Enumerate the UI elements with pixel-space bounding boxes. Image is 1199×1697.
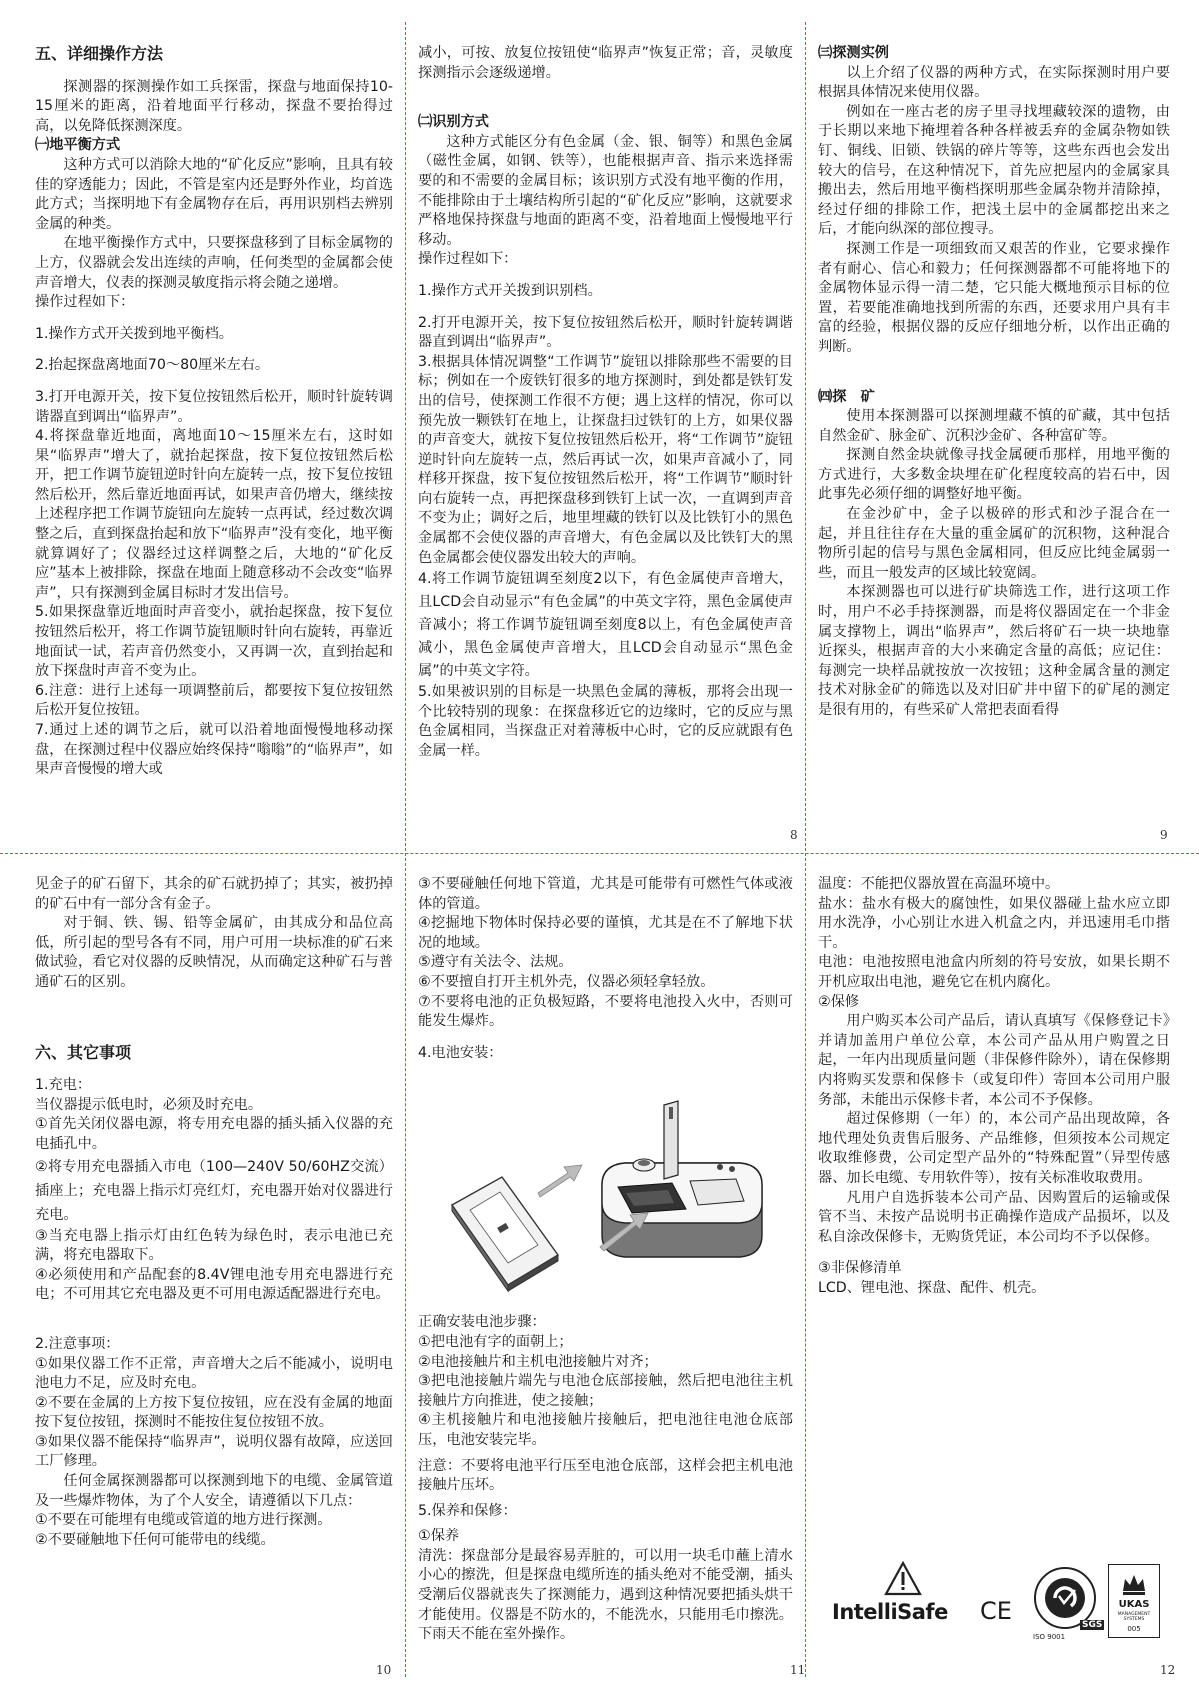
paragraph: 探测工作是一项细致而又艰苦的作业，它要求操作者有耐心、信心和毅力；任何探测器都不可能将地下的金属物体显示得一清二楚，它只能大概地预示目标的位置，若要能准确地找到所需的东西，还要求用户具有丰富的经验，根据仪器的反应仔细地分析，以作出正确的判断。 <box>818 240 1170 355</box>
list-item: ⑥不要擅自打开主机外壳，仪器必须轻拿轻放。 <box>418 973 715 990</box>
step: 3.根据具体情况调整“工作调节”旋钮以排除那些不需要的目标；例如在一个废铁钉很多的地方探测时，到处都是铁钉发出的信号，使探测工作很不方便；遇上这样的情况，你可以预先放一颗铁钉在地上，让探盘扫过铁钉的上方，如果仪器的声音变大，就按下复位按钮然后松开，将“工作调节”旋钮逆时针向左旋转一点，然后再试一次，如果声音减小了，同样移开探盘，按下复位按钮然后松开，将“工作调节”顺时针向右旋转一点，再把探盘移到铁钉上试一次，一直调到声音不变为止；调好之后，地里埋藏的铁钉以及比铁钉小的黑色金属都不会使仪器的声音增大，有色金属以及比铁钉大的黑色金属都会使仪器发出较大的声响。 <box>418 353 793 566</box>
list-item: ③不要碰触任何地下管道，尤其是可能带有可燃性气体或液体的管道。 <box>418 876 793 912</box>
paragraph: 操作过程如下： <box>418 251 518 268</box>
column-bottom-right <box>818 875 1170 1375</box>
paragraph: 凡用户自选拆装本公司产品、因购置后的运输或保管不当、未按产品说明书正确操作造成产品损坏，以及私自涂改保修卡，无购货凭证，本公司均不予以保修。 <box>818 1189 1170 1245</box>
paragraph: 在金沙矿中，金子以极碎的形式和沙子混合在一起，并且往往存在大量的重金属矿的沉积物，这种混合物所引起的信号与黑色金属相同，但反应比纯金属弱一些，而且一般发声的区域比较宽阔。 <box>818 506 1170 581</box>
sub-heading: ㈣探 矿 <box>818 388 875 405</box>
fold-line-left <box>405 22 406 1677</box>
step: 6.注意：进行上述每一项调整前后，都要按下复位按钮然后松开复位按钮。 <box>35 682 393 719</box>
paragraph: 电池：电池按照电池盒内所刻的符号安放，如果长期不开机应取出电池，避免它在机内腐化。 <box>818 954 1170 990</box>
ukas-number: 005 <box>1127 1625 1141 1633</box>
page-number: 11 <box>790 1663 806 1677</box>
list-item: ①不要在可能埋有电缆或管道的地方进行探测。 <box>35 1512 332 1529</box>
paragraph: 探测自然金块就像寻找金属硬币那样，用地平衡的方式进行，大多数金块埋在矿化程度较高的岩石中，因此事先必须仔细的调整好地平衡。 <box>818 447 1170 503</box>
fold-line-right <box>805 22 806 1677</box>
list-item: ②电池接触片和主机电池接触片对齐； <box>418 1353 658 1370</box>
step: 7.通过上述的调节之后，就可以沿着地面慢慢地移动探盘，在探测过程中仪器应始终保持“嗡嗡”的“临界声”，如果声音慢慢的增大或 <box>35 722 393 778</box>
list-item: ④挖掘地下物体时保持必要的谨慎，尤其是在不了解地下状况的地域。 <box>418 915 793 951</box>
paragraph: 超过保修期（一年）的，本公司产品出现故障，各地代理处负责售后服务、产品维修，但须按本公司规定收取维修费，公司定型产品外的“特殊配置”（异型传感器、加长电缆、专用软件等），按有关标准收取费用。 <box>818 1111 1170 1186</box>
paragraph: 任何金属探测器都可以探测到地下的电缆、金属管道及一些爆炸物体，为了个人安全，请遵循以下几点： <box>35 1473 393 1509</box>
paragraph: 这种方式能区分有色金属（金、银、铜等）和黑色金属（磁性金属，如钢、铁等），也能根据声音、指示来选择需要的和不需要的金属目标；该识别方式没有地平衡的作用，不能排除由于土壤结构所引起的“矿化反应”影响，这就要求严格地保持探盘与地面的距离不变，沿着地面上慢慢地平行移动。 <box>418 133 793 248</box>
step: 2.抬起探盘离地面70～80厘米左右。 <box>35 357 270 374</box>
list-item: ②不要碰触地下任何可能带电的线缆。 <box>35 1531 275 1548</box>
sub-heading: ㈡识别方式 <box>418 114 489 131</box>
list-item: ④必须使用和产品配套的8.4V锂电池专用充电器进行充电；不可用其它充电器及更不可用电源适配器进行充电。 <box>35 1266 393 1303</box>
intellisafe-logo: IntelliSafe <box>832 1600 948 1624</box>
paragraph: 本探测器也可以进行矿块筛选工作，进行这项工作时，用户不必手持探测器，而是将仪器固定在一个非金属支撑物上，调出“临界声”，然后将矿石一块一块地靠近探头，根据声音的大小来确定含量的高低；应记住：每测完一块样品就按放一次按钮；这种金属含量的测定技术对脉金矿的筛选以及对旧矿井中留下的矿尾的测定是很有用的，有些采矿人常把表面看得 <box>818 584 1170 718</box>
iso-label: ISO 9001 <box>1033 1633 1066 1641</box>
list-item: ②不要在金属的上方按下复位按钮，应在没有金属的地面按下复位按钮，探测时不能按住复位按钮不放。 <box>35 1394 393 1431</box>
note: 注意：不要将电池平行压至电池仓底部，这样会把主机电池接触片压坏。 <box>418 1457 793 1494</box>
list-item: 1.充电： <box>35 1077 92 1094</box>
column-top-right <box>818 44 1170 844</box>
cut-line-middle <box>0 853 1199 854</box>
certification-logos <box>828 1560 1178 1655</box>
list-item: ①保养 <box>418 1528 460 1545</box>
sub-heading: ㈢探测实例 <box>818 45 889 61</box>
list-item: ②将专用充电器插入市电（100—240V 50/60HZ交流）插座上；充电器上指示灯亮红灯，充电器开始对仪器进行充电。 <box>35 1158 393 1223</box>
paragraph: 盐水：盐水有极大的腐蚀性，如果仪器碰上盐水应立即用水洗净，小心别让水进入机盒之内，并迅速用毛巾揩干。 <box>818 895 1170 951</box>
list-item: ①首先关闭仪器电源，将专用充电器的插头插入仪器的充电插孔中。 <box>35 1116 393 1152</box>
list-item: ④主机接触片和电池接触片接触后，把电池往电池仓底部压，电池安装完毕。 <box>418 1412 793 1448</box>
section-title: 六、其它事项 <box>35 1042 132 1062</box>
sgs-label: SGS <box>1082 1620 1103 1630</box>
list-item: ①如果仪器工作不正常，声音增大之后不能减小，说明电池电力不足，应及时充电。 <box>35 1355 393 1392</box>
paragraph: 使用本探测器可以探测埋藏不慎的矿藏，其中包括自然金矿、脉金矿、沉积沙金矿、各种富矿等。 <box>818 408 1170 444</box>
sub-heading: ③非保修清单 <box>818 1260 902 1277</box>
ukas-label: UKAS <box>1118 1599 1150 1610</box>
paragraph: 例如在一座古老的房子里寻找埋藏较深的遗物，由于长期以来地下掩埋着各种各样被丢弃的金属杂物如铁钉、铜线、旧锁、铁锅的碎片等等，这些东西也会发出较大的信号，在这种情况下，首先应把屋内的金属家具搬出去，然后用地平衡档探明那些金属杂物并清除掉，经过仔细的排除工作，把浅土层中的金属都挖出来之后，才能向纵深的部位搜寻。 <box>818 103 1170 238</box>
ce-mark: CE <box>980 1597 1012 1625</box>
crown-icon <box>1120 1569 1148 1597</box>
list-item: ⑦不要将电池的正负极短路，不要将电池投入火中，否则可能发生爆炸。 <box>418 993 793 1030</box>
paragraph: 以上介绍了仪器的两种方式，在实际探测时用户要根据具体情况来使用仪器。 <box>818 64 1170 101</box>
list-item: 当仪器提示低电时，必须及时充电。 <box>35 1096 263 1113</box>
list-item: ①把电池有字的面朝上； <box>418 1333 573 1350</box>
paragraph: 减小，可按、放复位按钮使“临界声”恢复正常；音，灵敏度探测指示会逐级递增。 <box>418 45 793 81</box>
column-top-middle <box>418 44 793 844</box>
list-item: ③当充电器上指示灯由红色转为绿色时，表示电池已充满，将充电器取下。 <box>35 1227 393 1264</box>
paragraph: LCD、锂电池、探盘、配件、机壳。 <box>818 1279 1046 1296</box>
step: 4.将探盘靠近地面，离地面10～15厘米左右，这时如果“临界声”增大了，就抬起探盘，按下复位按钮然后松开，把工作调节旋钮逆时针向左旋转一点，按下复位按钮然后松开，然后靠近地面再试，如果声音仍增大，继续按上述程序把工作调节旋钮向左旋转一点再试，经过数次调整之后，直到探盘抬起和放下“临界声”没有变化，地平衡就算调好了；仪器经过这样调整之后，大地的“矿化反应”基本上被排除，探盘在地面上随意移动不会改变“临界声”，只有探测到金属目标时才发出信号。 <box>35 428 393 601</box>
section-title: 五、详细操作方法 <box>35 44 164 63</box>
step: 1.操作方式开关拨到地平衡档。 <box>35 325 233 342</box>
step: 5.如果被识别的目标是一块黑色金属的薄板，那将会出现一个比较特别的现象：在探盘移近它的边缘时，它的反应与黑色金属相同，当探盘正对着薄板中心时，它的反应就跟有色金属一样。 <box>418 684 793 760</box>
page-number: 10 <box>376 1663 392 1677</box>
paragraph: 探测器的探测操作如工兵探雷，探盘与地面保持10-15厘米的距离，沿着地面平行移动，探盘不要抬得过高，以免降低探测深度。 <box>35 78 393 134</box>
paragraph: 操作过程如下： <box>35 294 135 311</box>
paragraph: 在地平衡操作方式中，只要探盘移到了目标金属物的上方，仪器就会发出连续的声响，任何类型的金属都会使声音增大，仪表的探测灵敏度指示将会随之递增。 <box>35 235 393 291</box>
list-item: 4.电池安装： <box>418 1044 503 1061</box>
step: 4.将工作调节旋钮调至刻度2以下，有色金属使声音增大，且LCD会自动显示“有色金属”的中英文字符，黑色金属使声音减小；将工作调节旋钮调至刻度8以上，有色金属使声音减小，黑色金属使声音增大，且LCD会自动显示“黑色金属”的中英文字符。 <box>418 571 793 680</box>
paragraph: 温度：不能把仪器放置在高温环境中。 <box>818 876 1060 892</box>
paragraph: 这种方式可以消除大地的“矿化反应”影响，且具有较佳的穿透能力；因此，不管是室内还是野外作业，均首选此方式；当探明地下有金属物存在后，再用识别档去辨别金属的种类。 <box>35 156 393 232</box>
ukas-sublabel: MANAGEMENT SYSTEMS <box>1117 1612 1151 1622</box>
page-number: 12 <box>1160 1663 1176 1677</box>
column-top-left <box>35 44 393 844</box>
page-number: 9 <box>1160 828 1168 842</box>
battery-installation-figure <box>440 1085 780 1300</box>
step: 1.操作方式开关拨到识别档。 <box>418 282 602 299</box>
ukas-badge <box>1108 1564 1160 1638</box>
sub-heading: ㈠地平衡方式 <box>35 137 121 154</box>
step: 5.如果探盘靠近地面时声音变小，就抬起探盘，按下复位按钮然后松开，将工作调节旋钮顺时针向右旋转，再靠近地面试一试，若声音仍然变小，又再调一次，直到抬起和放下探盘时声音不变为止。 <box>35 604 393 680</box>
list-item: 5.保养和保修： <box>418 1502 517 1519</box>
paragraph: 见金子的矿石留下，其余的矿石就扔掉了；其实，被扔掉的矿石中有一部分含有金子。 <box>35 876 393 912</box>
warning-triangle-icon <box>883 1560 923 1598</box>
paragraph: 清洗：探盘部分是最容易弄脏的，可以用一块毛巾蘸上清水小心的擦洗，但是探盘电缆所连的插头绝对不能受潮，插头受潮后仪器就丧失了探测能力，遇到这种情况要把插头烘干才能使用。仪器是不防水的，不能洗水，只能用毛巾擦洗。下雨天不能在室外操作。 <box>418 1547 793 1643</box>
step: 2.打开电源开关，按下复位按钮然后松开，顺时针旋转调谐器直到调出“临界声”。 <box>418 314 793 351</box>
step: 3.打开电源开关，按下复位按钮然后松开，顺时针旋转调谐器直到调出“临界声”。 <box>35 388 393 425</box>
paragraph: 对于铜、铁、锡、铅等金属矿，由其成分和品位高低，所引起的型号各有不同，用户可用一块标准的矿石来做试验，看它对仪器的反映情况，从而确定这种矿石与普通矿石的区别。 <box>35 915 393 990</box>
paragraph: 用户购买本公司产品后，请认真填写《保修登记卡》并请加盖用户单位公章，本公司产品从用户购置之日起，一年内出现质量问题（非保修件除外），请在保修期内将购买发票和保修卡（或复印件）寄回本公司用户服务部，未能出示保修卡者，本公司不予保修。 <box>818 1013 1170 1108</box>
list-item: 正确安装电池步骤： <box>418 1314 546 1331</box>
sub-heading: ②保修 <box>818 993 860 1010</box>
column-bottom-left <box>35 875 393 1655</box>
list-item: 2.注意事项： <box>35 1335 120 1352</box>
list-item: ③如果仪器不能保持“临界声”，说明仪器有故障，应送回工厂修理。 <box>35 1433 393 1470</box>
list-item: ③把电池接触片端先与电池仓底部接触，然后把电池往主机接触片方向推进，使之接触； <box>418 1373 793 1409</box>
list-item: ⑤遵守有关法令、法规。 <box>418 954 573 971</box>
page-number: 8 <box>790 828 798 842</box>
